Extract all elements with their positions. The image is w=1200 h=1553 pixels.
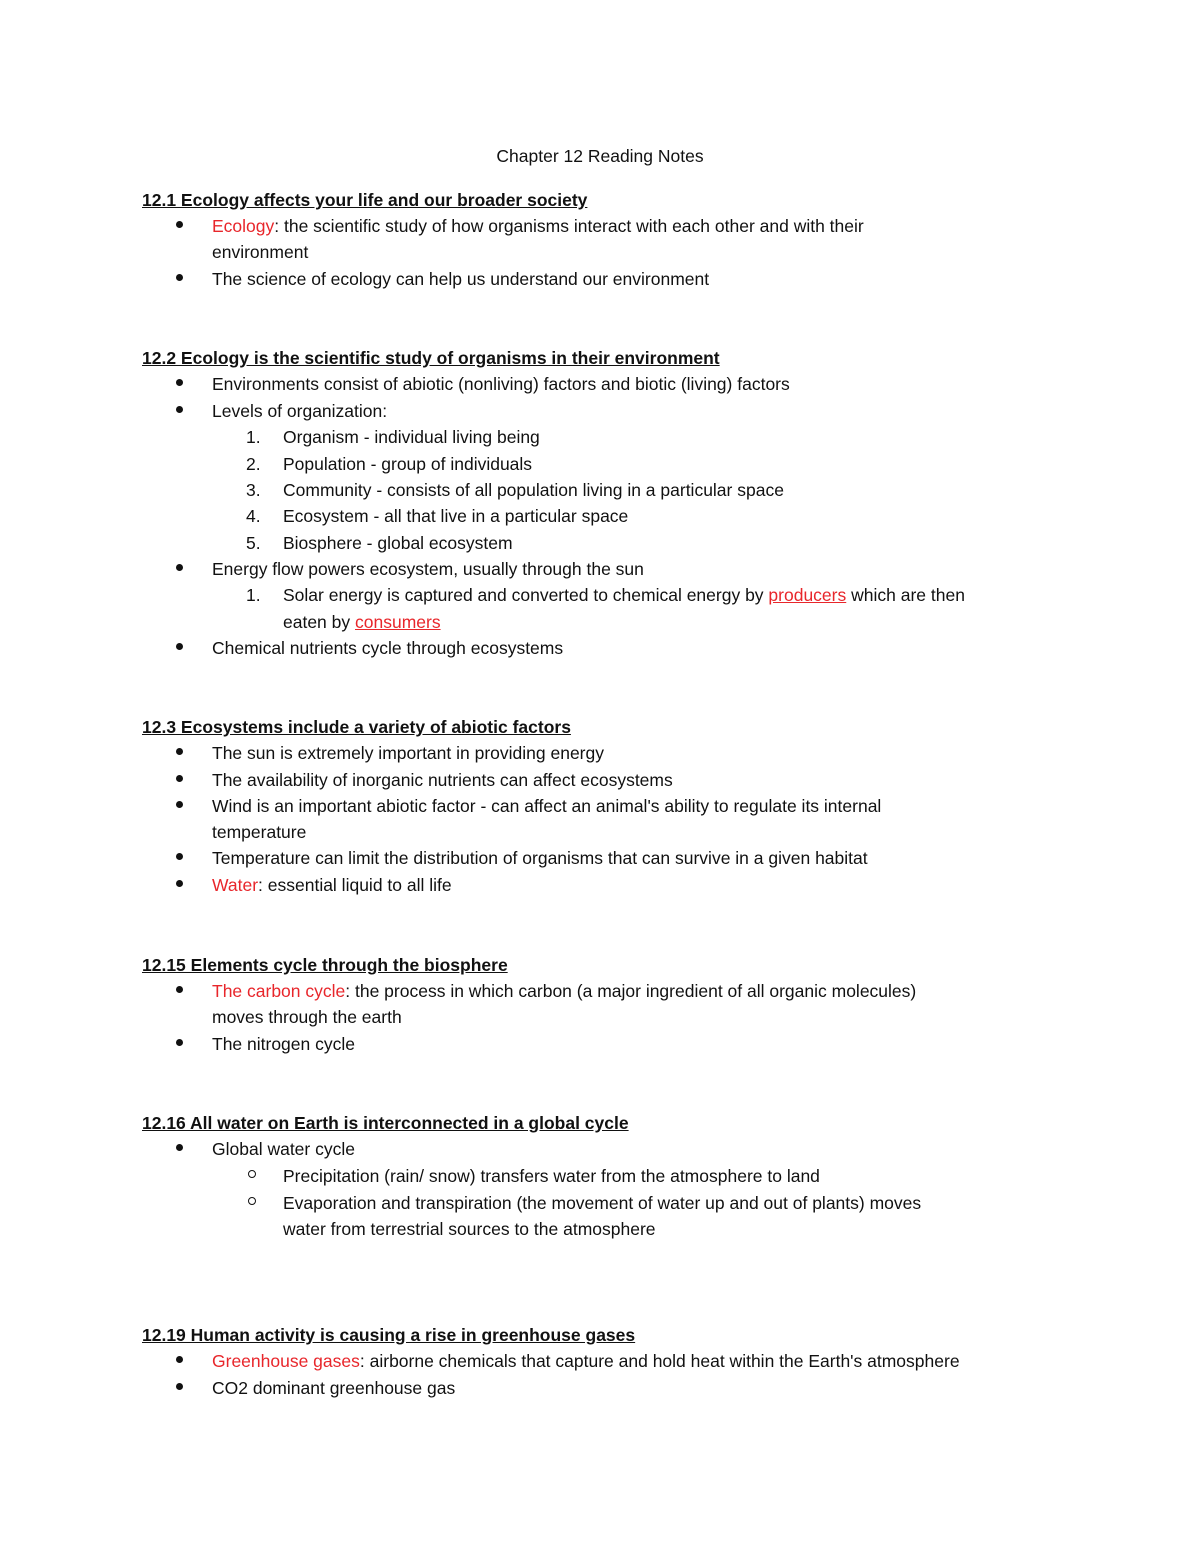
section-heading: 12.16 All water on Earth is interconnected in a global cycle	[142, 1113, 629, 1133]
bullet-text-part: : the scientific study of how organisms interact with each other and with their	[274, 216, 864, 236]
list-number: 4.	[246, 506, 261, 526]
list-number: 2.	[246, 454, 261, 474]
bullet-text: Chemical nutrients cycle through ecosystems	[212, 638, 564, 658]
bullet-text: Temperature can limit the distribution of organisms that can survive in a given habitat	[212, 848, 868, 868]
list-item	[283, 584, 965, 606]
term-highlight: Greenhouse gases	[212, 1351, 360, 1371]
list-number: 5.	[246, 533, 261, 553]
sub-bullet-text: Evaporation and transpiration (the movement of water up and out of plants) moves	[283, 1193, 922, 1213]
bullet-text-continued: moves through the earth	[212, 1007, 402, 1027]
bullet-text: Energy flow powers ecosystem, usually through the sun	[212, 559, 644, 579]
bullet-text: CO2 dominant greenhouse gas	[212, 1378, 456, 1398]
list-item: Population - group of individuals	[283, 454, 533, 474]
list-item: Organism - individual living being	[283, 427, 540, 447]
page-title: Chapter 12 Reading Notes	[496, 146, 704, 166]
bullet-text: Levels of organization:	[212, 401, 388, 421]
bullet-text: Global water cycle	[212, 1139, 355, 1159]
bullet-icon	[176, 775, 183, 782]
section-heading: 12.2 Ecology is the scientific study of organisms in their environment	[142, 348, 720, 368]
bullet-text-part: : the process in which carbon (a major ingredient of all organic molecules)	[345, 981, 917, 1001]
bullet-icon	[176, 1383, 183, 1390]
section-heading: 12.3 Ecosystems include a variety of abiotic factors	[142, 717, 571, 737]
bullet-icon	[176, 221, 183, 228]
bullet-icon	[176, 801, 183, 808]
list-item-part: eaten by	[283, 612, 355, 632]
bullet-icon	[176, 880, 183, 887]
term-highlight: The carbon cycle	[212, 981, 346, 1001]
bullet-text: The availability of inorganic nutrients can affect ecosystems	[212, 770, 673, 790]
bullet-icon	[176, 564, 183, 571]
bullet-text	[212, 980, 916, 1002]
bullet-text: Wind is an important abiotic factor - can affect an animal's ability to regulate its internal	[212, 796, 882, 816]
term-highlight: producers	[768, 585, 847, 605]
bullet-text-part: : essential liquid to all life	[258, 875, 452, 895]
list-item: Biosphere - global ecosystem	[283, 533, 513, 553]
bullet-text	[212, 215, 864, 237]
bullet-text: The science of ecology can help us understand our environment	[212, 269, 710, 289]
list-item: Ecosystem - all that live in a particular space	[283, 506, 629, 526]
bullet-icon	[176, 1039, 183, 1046]
bullet-text: The sun is extremely important in providing energy	[212, 743, 604, 763]
list-item-continued	[283, 611, 441, 633]
bullet-icon	[176, 643, 183, 650]
list-number: 3.	[246, 480, 261, 500]
bullet-icon	[176, 853, 183, 860]
bullet-text-continued: environment	[212, 242, 309, 262]
bullet-text-continued: temperature	[212, 822, 307, 842]
bullet-icon	[176, 986, 183, 993]
bullet-text	[212, 1350, 960, 1372]
bullet-icon	[176, 1356, 183, 1363]
list-number: 1.	[246, 585, 261, 605]
bullet-text-part: : airborne chemicals that capture and hold heat within the Earth's atmosphere	[359, 1351, 960, 1371]
sub-bullet-text: Precipitation (rain/ snow) transfers water from the atmosphere to land	[283, 1166, 820, 1186]
bullet-text	[212, 874, 452, 896]
list-item: Community - consists of all population living in a particular space	[283, 480, 784, 500]
term-highlight: Water	[212, 875, 259, 895]
section-heading: 12.19 Human activity is causing a rise in greenhouse gases	[142, 1325, 636, 1345]
bullet-icon	[176, 748, 183, 755]
term-highlight: Ecology	[212, 216, 275, 236]
term-highlight: consumers	[355, 612, 441, 632]
list-item-part: Solar energy is captured and converted to chemical energy by	[283, 585, 769, 605]
section-heading: 12.1 Ecology affects your life and our broader society	[142, 190, 588, 210]
bullet-text: Environments consist of abiotic (nonliving) factors and biotic (living) factors	[212, 374, 790, 394]
bullet-icon	[176, 274, 183, 281]
circle-bullet-icon	[248, 1197, 256, 1205]
list-item-part: which are then	[846, 585, 965, 605]
bullet-icon	[176, 1144, 183, 1151]
circle-bullet-icon	[248, 1170, 256, 1178]
bullet-text: The nitrogen cycle	[212, 1034, 355, 1054]
bullet-icon	[176, 406, 183, 413]
bullet-icon	[176, 379, 183, 386]
section-heading: 12.15 Elements cycle through the biosphere	[142, 955, 508, 975]
list-number: 1.	[246, 427, 261, 447]
sub-bullet-text-continued: water from terrestrial sources to the atmosphere	[283, 1219, 656, 1239]
